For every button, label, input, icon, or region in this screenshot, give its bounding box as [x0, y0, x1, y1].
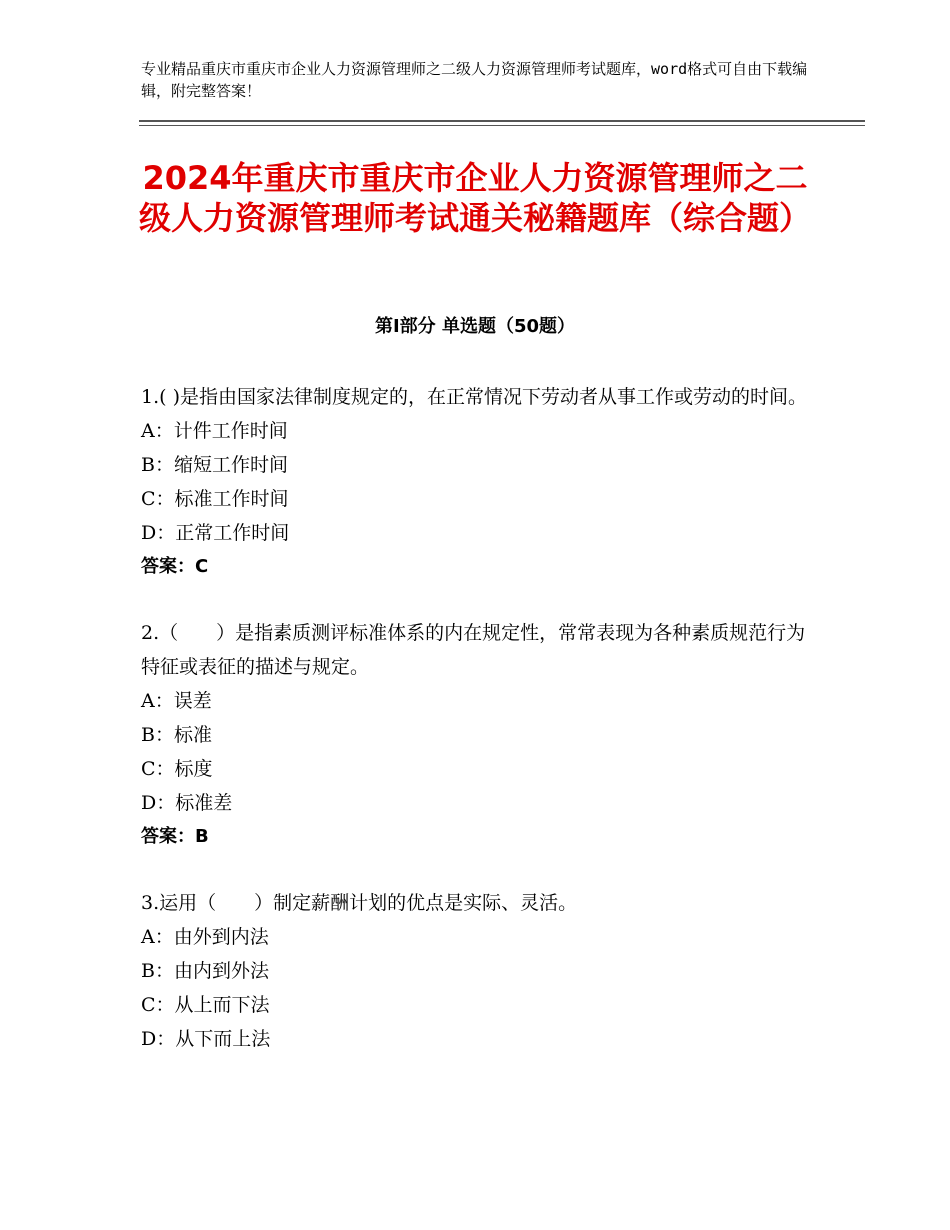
option-c: C：标度 — [141, 758, 213, 780]
section-title: 第Ⅰ部分 单选题（50题） — [374, 316, 575, 337]
option-a: A：误差 — [141, 690, 212, 712]
option-b: B：标准 — [141, 724, 212, 746]
option-b: B：缩短工作时间 — [141, 454, 288, 476]
answer-line: 答案：C — [141, 556, 209, 577]
option-d: D：标准差 — [141, 792, 233, 814]
question-list — [141, 380, 821, 1088]
option-d: D：从下而上法 — [141, 1028, 271, 1050]
question-2 — [141, 616, 821, 854]
question-stem: 3.运用（ ）制定薪酬计划的优点是实际、灵活。 — [141, 892, 578, 914]
option-b: B：由内到外法 — [141, 960, 269, 982]
question-1 — [141, 380, 821, 584]
document-title: 2024年重庆市重庆市企业人力资源管理师之二级人力资源管理师考试通关秘籍题库（综合题） — [138, 159, 811, 237]
header-note: 专业精品重庆市重庆市企业人力资源管理师之二级人力资源管理师考试题库，word格式可自由下载编辑，附完整答案！ — [141, 60, 808, 100]
option-c: C：从上而下法 — [141, 994, 270, 1016]
answer-line: 答案：B — [141, 826, 209, 847]
question-3 — [141, 886, 821, 1056]
question-stem: 2.（ ）是指素质测评标准体系的内在规定性，常常表现为各种素质规范行为特征或表征的描述与规定。 — [141, 622, 806, 678]
option-a: A：由外到内法 — [141, 926, 269, 948]
question-stem: 1.( )是指由国家法律制度规定的，在正常情况下劳动者从事工作或劳动的时间。 — [141, 386, 807, 408]
option-a: A：计件工作时间 — [141, 420, 288, 442]
header-rule-thick — [139, 120, 865, 122]
header-rule-thin — [139, 125, 865, 126]
option-d: D：正常工作时间 — [141, 522, 290, 544]
option-c: C：标准工作时间 — [141, 488, 289, 510]
